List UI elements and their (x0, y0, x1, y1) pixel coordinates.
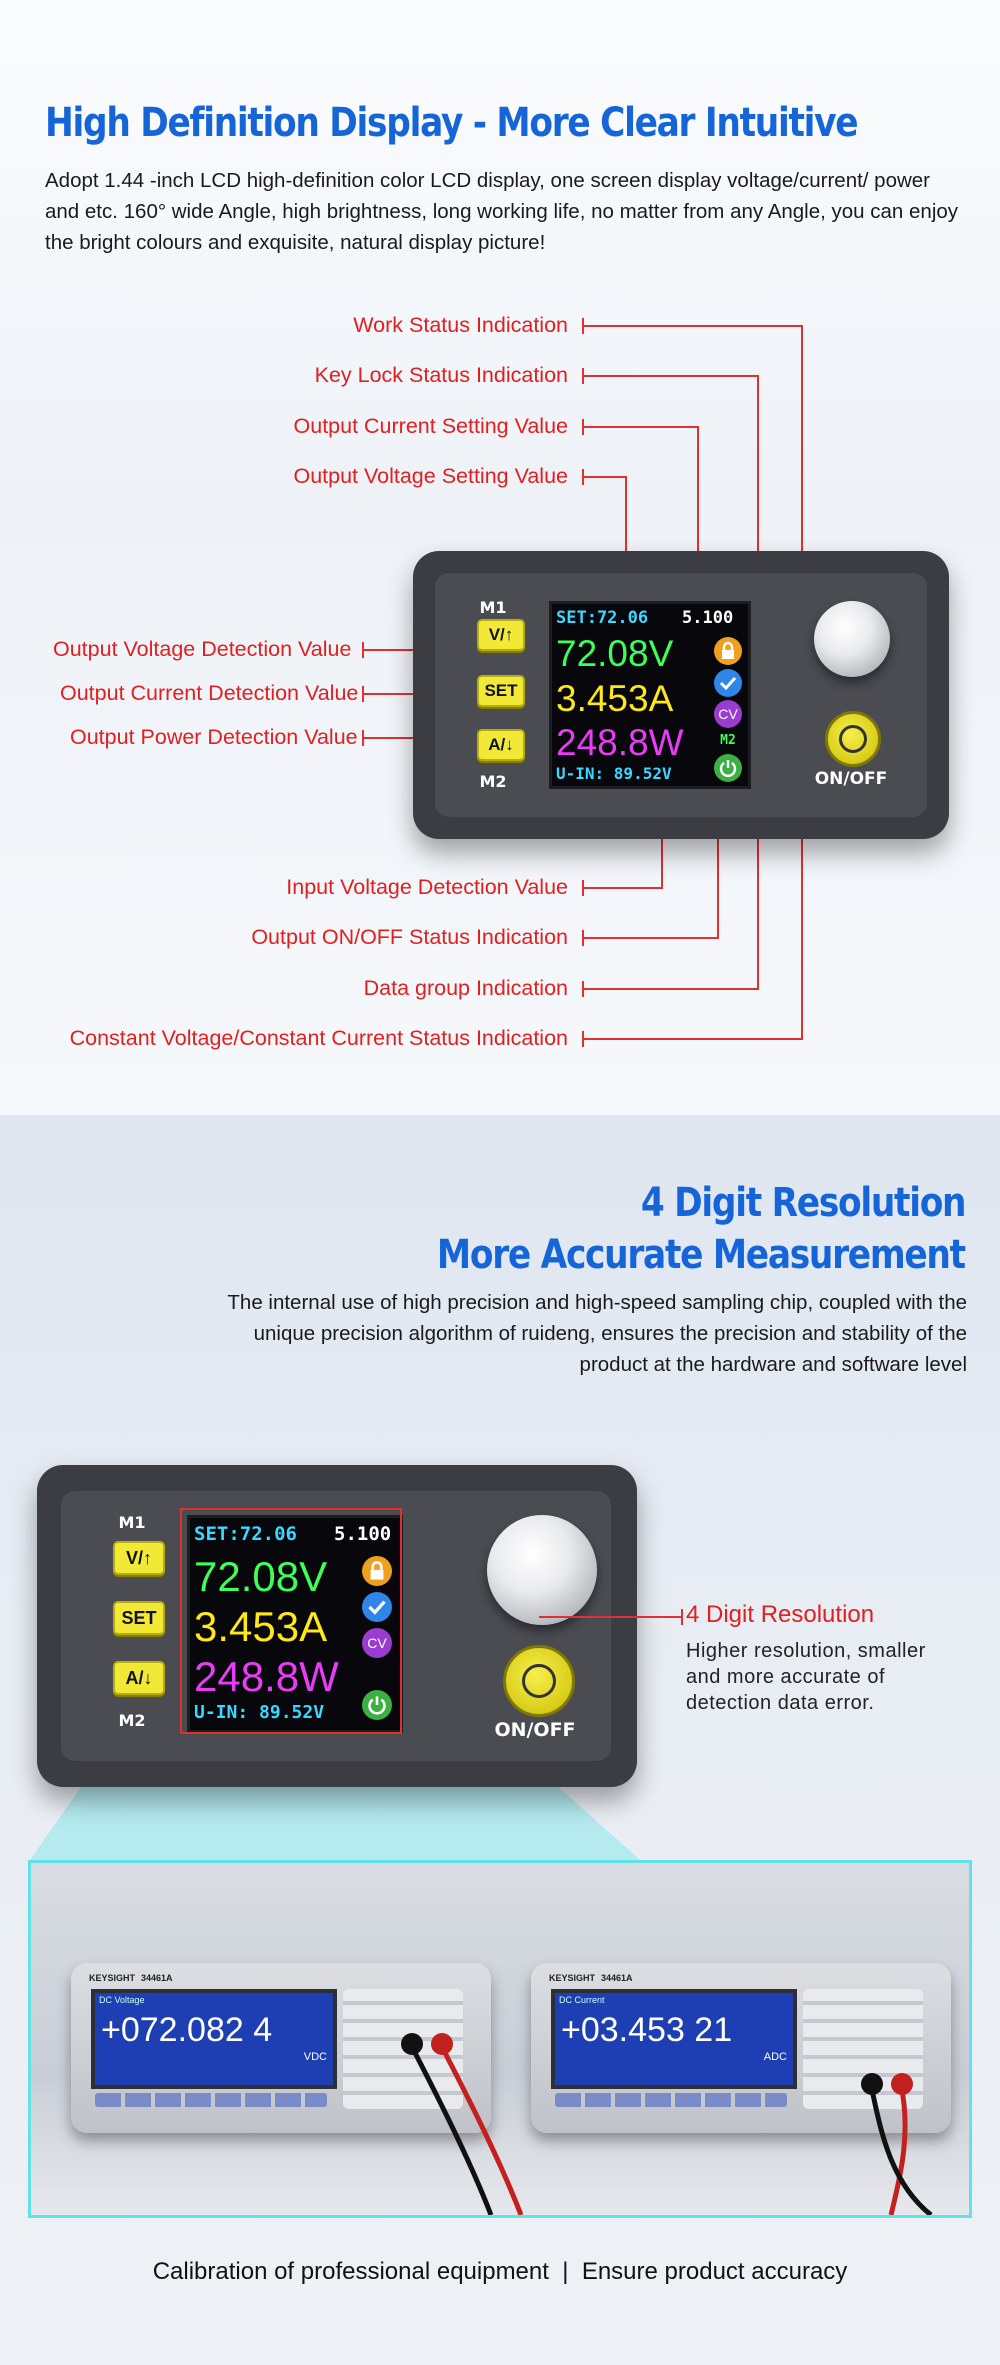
label-work-status: Work Status Indication (353, 313, 568, 337)
power-button[interactable] (825, 711, 881, 767)
calibration-caption: Calibration of professional equipment | Ensure product accuracy (152, 2258, 848, 2285)
set-button-2[interactable]: SET (113, 1601, 165, 1635)
callout-text: Higher resolution, smaller and more accurate of detection data error. (686, 1640, 926, 1714)
label-current-detection: Output Current Detection Value (60, 681, 359, 705)
meter2-reading: +03.453 21 (561, 2011, 733, 2049)
test-leads (31, 1863, 969, 2215)
voltage-up-button[interactable]: V/↑ (477, 619, 525, 651)
voltage-up-button-2[interactable]: V/↑ (113, 1541, 165, 1575)
onoff-label-2: ON/OFF (494, 1719, 576, 1741)
label-voltage-detection: Output Voltage Detection Value (53, 637, 352, 661)
resolution-highlight-box (180, 1508, 402, 1734)
meter2-unit: ADC (763, 2051, 787, 2063)
meter2-model: 34461A (601, 1973, 633, 1983)
power-supply-device-2 (37, 1465, 637, 1787)
meter1-model: 34461A (141, 1973, 173, 1983)
set-voltage-value-2: SET:72.06 (194, 1523, 297, 1545)
label-data-group: Data group Indication (363, 976, 568, 1000)
label-cv-cc-status: Constant Voltage/Constant Current Status Indication (69, 1026, 568, 1050)
set-current-value: 5.100 (682, 608, 734, 628)
cv-status-icon-2: CV (362, 1628, 392, 1658)
meter1-mode: DC Voltage (99, 1995, 145, 2005)
section1-title: High Definition Display - More Clear Intuitive (45, 100, 858, 146)
label-voltage-setting: Output Voltage Setting Value (293, 464, 568, 488)
m2-label: M2 (479, 772, 507, 791)
output-current-value: 3.453A (556, 678, 674, 719)
label-current-setting: Output Current Setting Value (293, 414, 568, 438)
label-onoff-status: Output ON/OFF Status Indication (251, 925, 568, 949)
section1-description: Adopt 1.44 -inch LCD high-definition color LCD display, one screen display voltage/current/ power and etc. 160° wide Angle, high brightness, long working life, no matter from any Angle, you can enjoy the bright colours and exquisite, natural display picture! (45, 169, 959, 254)
label-key-lock: Key Lock Status Indication (314, 363, 568, 387)
cv-status-icon: CV (714, 700, 742, 728)
lcd-screen (549, 601, 751, 789)
onoff-label: ON/OFF (814, 769, 888, 789)
adjust-knob-2[interactable] (487, 1515, 597, 1625)
power-status-icon (714, 754, 742, 782)
calibration-photo (28, 1860, 972, 2218)
section2-title-line1: 4 Digit Resolution (640, 1180, 965, 1226)
check-icon (714, 669, 742, 697)
data-group-indicator: M2 (720, 733, 736, 748)
output-power-value-2: 248.8W (194, 1653, 339, 1700)
power-supply-device (413, 551, 949, 839)
section2-title-line2: More Accurate Measurement (437, 1232, 965, 1278)
label-power-detection: Output Power Detection Value (70, 725, 358, 749)
meter2-mode: DC Current (559, 1995, 605, 2005)
m2-label-2: M2 (118, 1711, 146, 1730)
output-voltage-value: 72.08V (556, 633, 674, 674)
meter1-brand: KEYSIGHT (89, 1973, 136, 1983)
label-input-voltage: Input Voltage Detection Value (286, 875, 568, 899)
output-current-value-2: 3.453A (194, 1603, 328, 1650)
input-voltage-value-2: U-IN: 89.52V (194, 1702, 325, 1723)
callout-line (539, 1616, 682, 1618)
current-down-button[interactable]: A/↓ (477, 729, 525, 761)
output-power-value: 248.8W (556, 722, 684, 763)
meter2-brand: KEYSIGHT (549, 1973, 596, 1983)
callout-tick (681, 1609, 683, 1625)
set-current-value-2: 5.100 (334, 1523, 392, 1545)
adjust-knob[interactable] (814, 601, 890, 677)
lock-icon (714, 637, 742, 665)
m1-label: M1 (479, 598, 507, 617)
current-down-button-2[interactable]: A/↓ (113, 1661, 165, 1695)
meter1-unit: VDC (303, 2051, 327, 2063)
callout-title: 4 Digit Resolution (686, 1601, 875, 1628)
meter1-reading: +072.082 4 (101, 2011, 273, 2049)
set-voltage-value: SET:72.06 (556, 608, 649, 628)
set-button[interactable]: SET (477, 675, 525, 707)
section2-description: The internal use of high precision and high-speed sampling chip, coupled with the unique precision algorithm of ruideng, ensures the precision and stability of the product at the hardware and software level (227, 1291, 967, 1376)
power-button-2[interactable] (503, 1645, 575, 1717)
m1-label-2: M1 (118, 1513, 146, 1532)
input-voltage-value: U-IN: 89.52V (556, 764, 672, 783)
output-voltage-value-2: 72.08V (194, 1553, 328, 1600)
